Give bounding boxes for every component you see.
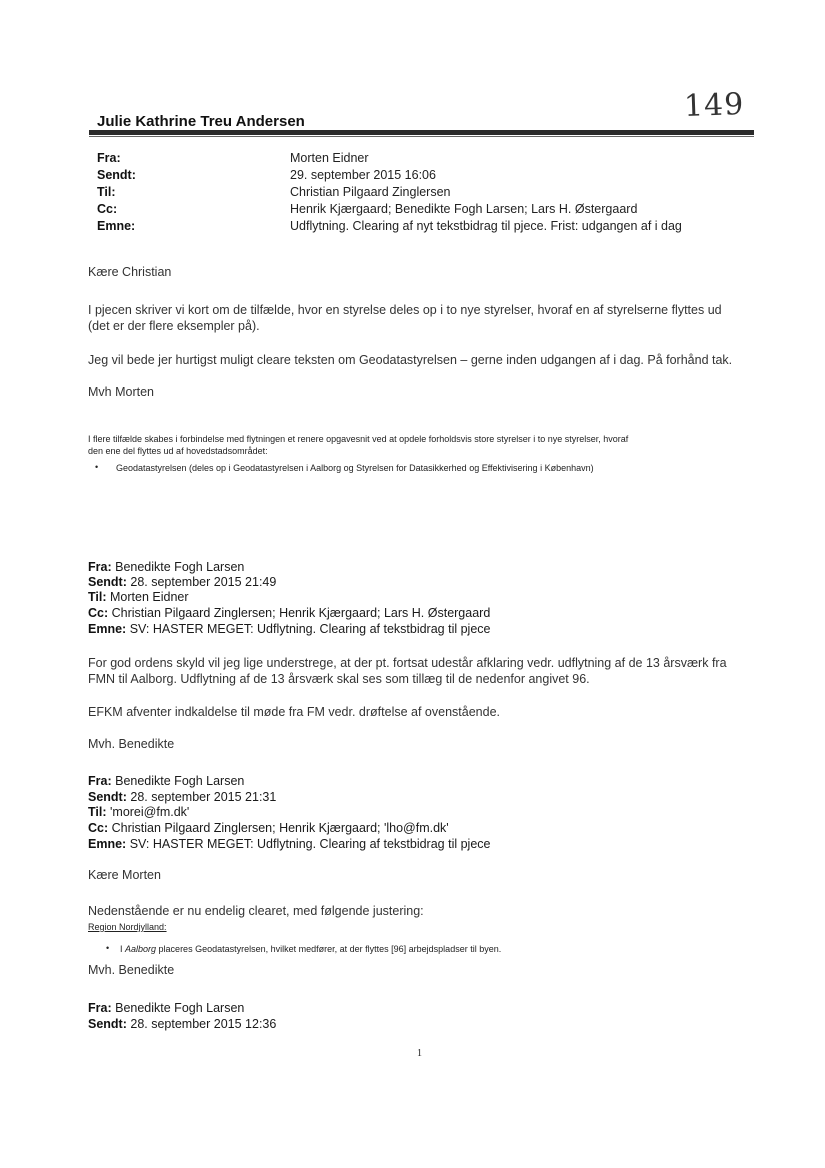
from-value: Morten Eidner (290, 151, 369, 165)
email3-cc: Cc: Christian Pilgaard Zinglersen; Henrik Kjærgaard; 'lho@fm.dk' (88, 821, 449, 835)
bullet-dot-icon: • (106, 943, 110, 953)
email2-para1-line1: For god ordens skyld vil jeg lige understrege, at der pt. fortsat udestår afklaring vedr. udflytning af de 13 årsværk fra (88, 656, 727, 670)
email3-greeting: Kære Morten (88, 868, 161, 882)
footer-page-number: 1 (417, 1048, 422, 1059)
email3-bullet: I Aalborg placeres Geodatastyrelsen, hvilket medfører, at der flyttes [96] arbejdspladser til byen. (120, 944, 502, 954)
email2-para1-line2: FMN til Aalborg. Udflytning af de 13 årsværk skal ses som tillæg til de nedenfor angivet 96. (88, 672, 590, 686)
sent-value: 29. september 2015 16:06 (290, 168, 436, 182)
email1-quote-bullet: Geodatastyrelsen (deles op i Geodatastyrelsen i Aalborg og Styrelsen for Datasikkerhed og Effektivisering i København) (116, 463, 594, 473)
email2-to: Til: Morten Eidner (88, 590, 189, 604)
region-label: Region Nordjylland: (88, 922, 167, 932)
email4-sent: Sendt: 28. september 2015 12:36 (88, 1017, 277, 1031)
email2-cc: Cc: Christian Pilgaard Zinglersen; Henrik Kjærgaard; Lars H. Østergaard (88, 606, 491, 620)
email2-signoff: Mvh. Benedikte (88, 737, 175, 751)
header-rule-thick (89, 130, 754, 135)
email3-from: Fra: Benedikte Fogh Larsen (88, 774, 245, 788)
email1-quote-line2: den ene del flyttes ud af hovedstadsområdet: (88, 446, 268, 456)
cc-value: Henrik Kjærgaard; Benedikte Fogh Larsen; Lars H. Østergaard (290, 202, 638, 216)
header-rule-thin (89, 136, 754, 137)
email3-subject: Emne: SV: HASTER MEGET: Udflytning. Clearing af tekstbidrag til pjece (88, 837, 491, 851)
email1-para1-line2: (det er der flere eksempler på). (88, 319, 260, 333)
email2-sent: Sendt: 28. september 2015 21:49 (88, 575, 277, 589)
subject-label: Emne: (97, 219, 136, 233)
subject-value: Udflytning. Clearing af nyt tekstbidrag til pjece. Frist: udgangen af i dag (290, 219, 682, 233)
email3-signoff: Mvh. Benedikte (88, 963, 175, 977)
email1-greeting: Kære Christian (88, 265, 172, 279)
email3-para1: Nedenstående er nu endelig clearet, med følgende justering: (88, 904, 424, 918)
to-label: Til: (97, 185, 116, 199)
cc-label: Cc: (97, 202, 118, 216)
email1-para2: Jeg vil bede jer hurtigst muligt cleare teksten om Geodatastyrelsen – gerne inden udgangen af i dag. På forhånd tak. (88, 353, 733, 367)
email2-from: Fra: Benedikte Fogh Larsen (88, 560, 245, 574)
email2-para2: EFKM afventer indkaldelse til møde fra FM vedr. drøftelse af ovenstående. (88, 705, 500, 719)
email2-subject: Emne: SV: HASTER MEGET: Udflytning. Clearing af tekstbidrag til pjece (88, 622, 491, 636)
handwritten-page-number: 149 (683, 86, 745, 125)
email1-signoff: Mvh Morten (88, 385, 154, 399)
sent-label: Sendt: (97, 168, 136, 182)
from-label: Fra: (97, 151, 121, 165)
email1-para1-line1: I pjecen skriver vi kort om de tilfælde, hvor en styrelse deles op i to nye styrelser, hvoraf en af styrelserne flyttes ud (88, 303, 722, 317)
bullet-dot-icon: • (95, 462, 99, 472)
email3-to: Til: 'morei@fm.dk' (88, 805, 190, 819)
to-value: Christian Pilgaard Zinglersen (290, 185, 451, 199)
email3-sent: Sendt: 28. september 2015 21:31 (88, 790, 277, 804)
email4-from: Fra: Benedikte Fogh Larsen (88, 1001, 245, 1015)
mailbox-owner-name: Julie Kathrine Treu Andersen (97, 113, 305, 130)
email1-quote-line1: I flere tilfælde skabes i forbindelse med flytningen et renere opgavesnit ved at opdele forholdsvis store styrelser i to nye styrelser, hvoraf (88, 434, 629, 444)
